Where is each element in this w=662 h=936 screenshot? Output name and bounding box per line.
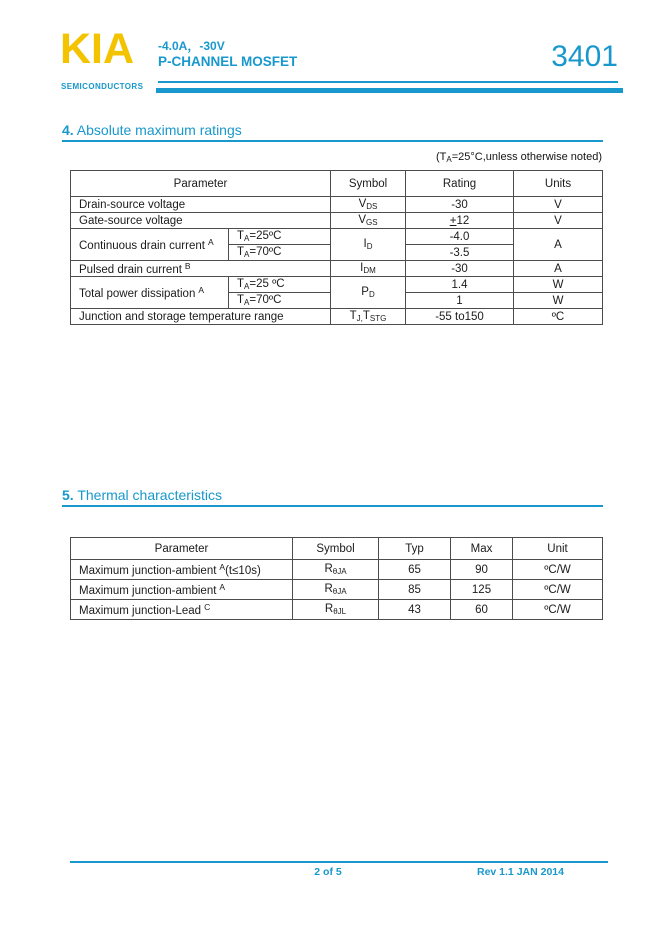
unit-cell: ºC/W — [513, 560, 603, 580]
table-header-row — [71, 171, 603, 197]
param-cell: Total power dissipation $^A$ — [71, 277, 229, 309]
part-number: 3401 — [551, 40, 618, 73]
symbol-cell: ID — [331, 229, 406, 261]
rating-cell: -4.0 — [406, 229, 514, 245]
symbol-cell: TJ,TSTG — [331, 309, 406, 325]
typ-cell: 65 — [379, 560, 451, 580]
table-row — [71, 580, 603, 600]
max-cell: 60 — [451, 600, 513, 620]
product-subtitle — [158, 38, 297, 70]
param-cell: Maximum junction-ambient $^A$ — [71, 580, 293, 600]
symbol-cell: PD — [331, 277, 406, 309]
symbol-cell: RθJA — [293, 560, 379, 580]
conditions-note: (TA=25°C,unless otherwise noted) — [436, 151, 602, 164]
rating-cell: 1.4 — [406, 277, 514, 293]
symbol-cell: RθJL — [293, 600, 379, 620]
kia-logo: KIA — [60, 25, 135, 73]
param-cell: Continuous drain current $^A$ — [71, 229, 229, 261]
table-row — [71, 309, 603, 325]
footer-rule — [70, 861, 608, 863]
header-parameter: Parameter — [71, 171, 331, 197]
max-cell: 90 — [451, 560, 513, 580]
logo-subtext: SEMICONDUCTORS — [61, 82, 144, 91]
table-row — [71, 600, 603, 620]
units-cell: V — [514, 197, 603, 213]
units-cell: A — [514, 229, 603, 261]
table-row — [71, 229, 603, 245]
rating-cell: -30 — [406, 261, 514, 277]
section-4-heading — [62, 122, 242, 138]
section-5-underline — [62, 505, 603, 507]
units-cell: W — [514, 293, 603, 309]
table-row — [71, 277, 603, 293]
section-5-number: 5. — [62, 487, 74, 503]
symbol-cell: IDM — [331, 261, 406, 277]
section-4-underline — [62, 140, 603, 142]
subtitle-ratings: -4.0A，-30V — [158, 39, 225, 53]
header-symbol: Symbol — [293, 538, 379, 560]
condition-cell: TA=70ºC — [229, 293, 331, 309]
param-cell: Drain-source voltage — [71, 197, 331, 213]
typ-cell: 43 — [379, 600, 451, 620]
section-5-title: Thermal characteristics — [73, 487, 223, 503]
symbol-cell: RθJA — [293, 580, 379, 600]
symbol-cell: VGS — [331, 213, 406, 229]
header-rating: Rating — [406, 171, 514, 197]
condition-cell: TA=25ºC — [229, 229, 331, 245]
typ-cell: 85 — [379, 580, 451, 600]
abs-max-ratings-table — [70, 170, 603, 325]
header-rule-thick — [156, 88, 623, 93]
header-units: Units — [514, 171, 603, 197]
rating-cell: 1 — [406, 293, 514, 309]
param-cell: Junction and storage temperature range — [71, 309, 331, 325]
table-header-row — [71, 538, 603, 560]
unit-cell: ºC/W — [513, 580, 603, 600]
header-unit: Unit — [513, 538, 603, 560]
units-cell: W — [514, 277, 603, 293]
param-cell: Gate-source voltage — [71, 213, 331, 229]
units-cell: ºC — [514, 309, 603, 325]
section-4-title: Absolute maximum ratings — [73, 122, 242, 138]
subtitle-type: P-CHANNEL MOSFET — [158, 54, 298, 69]
table-row — [71, 213, 603, 229]
table-row — [71, 560, 603, 580]
revision-label: Rev 1.1 JAN 2014 — [477, 866, 564, 878]
rating-cell: -30 — [406, 197, 514, 213]
page-number: 2 of 5 — [314, 866, 342, 878]
units-cell: A — [514, 261, 603, 277]
rating-cell: -55 to150 — [406, 309, 514, 325]
table-row — [71, 197, 603, 213]
header-typ: Typ — [379, 538, 451, 560]
param-cell: Maximum junction-Lead $^C$ — [71, 600, 293, 620]
symbol-cell: VDS — [331, 197, 406, 213]
max-cell: 125 — [451, 580, 513, 600]
header-rule-thin — [158, 81, 618, 83]
rating-cell: -3.5 — [406, 245, 514, 261]
thermal-characteristics-table — [70, 537, 603, 620]
unit-cell: ºC/W — [513, 600, 603, 620]
header-parameter: Parameter — [71, 538, 293, 560]
condition-cell: TA=25 ºC — [229, 277, 331, 293]
condition-cell: TA=70ºC — [229, 245, 331, 261]
header-max: Max — [451, 538, 513, 560]
rating-cell: +12 — [406, 213, 514, 229]
param-cell: Maximum junction-ambient $^A$(t≤10s) — [71, 560, 293, 580]
header-symbol: Symbol — [331, 171, 406, 197]
table-row — [71, 261, 603, 277]
param-cell: Pulsed drain current $^B$ — [71, 261, 331, 277]
section-5-heading — [62, 487, 222, 503]
section-4-number: 4. — [62, 122, 74, 138]
units-cell: V — [514, 213, 603, 229]
